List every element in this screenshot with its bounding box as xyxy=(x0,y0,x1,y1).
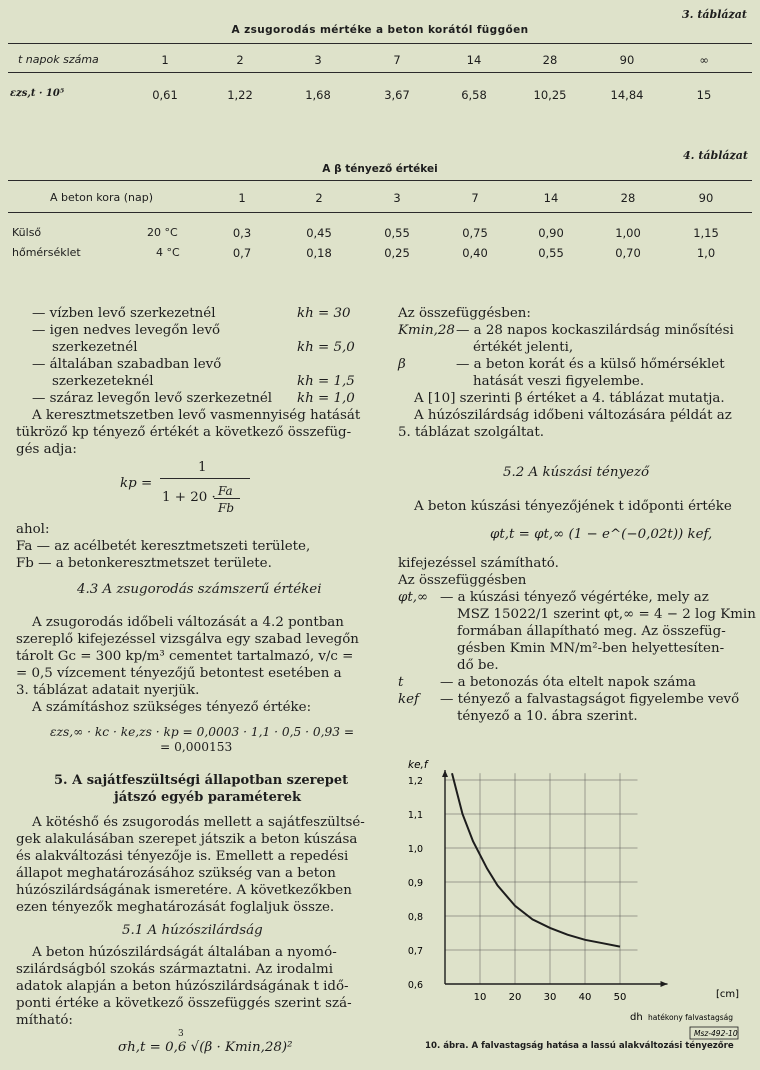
para-kp-1: A keresztmetszetben levő vasmennyiség hatását xyxy=(32,408,361,423)
table4-rule-top xyxy=(8,180,752,181)
table3-value-6: 14,84 xyxy=(610,88,644,102)
para-zs-1: A zsugorodás időbeli változását a 4.2 pontban xyxy=(32,615,344,630)
kef-curve xyxy=(452,773,620,946)
r-creep-intro: A beton kúszási tényezőjének t időponti értéke xyxy=(414,499,732,514)
r-phi-4: gésben Kmin MN/m²-ben helyettesíten- xyxy=(457,641,725,656)
table4-age-2: 3 xyxy=(393,191,401,205)
para-5-5: húzószilárdságának ismeretére. A következőkben xyxy=(16,883,352,898)
table4-age-6: 90 xyxy=(698,191,714,205)
r-kef-1: — tényező a falvastagságot figyelembe vevő xyxy=(440,692,740,707)
r-t-def: — a betonozás óta eltelt napok száma xyxy=(440,675,696,690)
equation-eps-1: εzs,∞ · kc · ke,zs · kp = 0,0003 · 1,1 · 0,5 · 0,93 = xyxy=(50,725,355,739)
kp-inner-bar xyxy=(214,498,240,499)
table3-day-1: 2 xyxy=(236,53,244,67)
para-zs-4: = 0,5 vízcement tényezőjű betontest esetében a xyxy=(16,666,342,681)
table3-day-2: 3 xyxy=(314,53,322,67)
table4-4c-value-6: 1,0 xyxy=(696,246,716,260)
para-kp-3: gés adja: xyxy=(16,442,77,457)
table4-label: 4. táblázat xyxy=(683,149,748,162)
para-5-1-4: ponti értéke a következő összefüggés szerint szá- xyxy=(16,996,352,1011)
y-tick-0: 0,6 xyxy=(407,980,423,991)
y-tick-4: 1,0 xyxy=(407,844,423,855)
table4-age-0: 1 xyxy=(238,191,246,205)
table3-rule-top xyxy=(8,43,752,44)
table3-value-7: 15 xyxy=(696,88,712,102)
k-item-2b: szerkezetnél xyxy=(52,340,138,355)
r-beta-2: hatását veszi figyelembe. xyxy=(473,374,645,389)
y-tick-3: 0,9 xyxy=(407,878,423,889)
chart-ticks xyxy=(408,776,626,1003)
r-kmin-1: — a 28 napos kockaszilárdság minősítési xyxy=(456,323,734,338)
y-axis-arrow xyxy=(442,770,448,777)
equation-phi: φt,t = φt,∞ (1 − e^(−0,02t)) kef, xyxy=(490,527,713,542)
x-tick-0: 10 xyxy=(473,992,487,1003)
table3-title: A zsugorodás mértéke a beton korától függően xyxy=(231,24,529,36)
k-item-2: — igen nedves levegőn levő xyxy=(32,323,221,338)
para-5-6: ezen tényezők meghatározását foglaljuk össze. xyxy=(16,900,335,915)
chart-grid xyxy=(445,773,638,984)
chart-x-unit: [cm] xyxy=(716,989,740,1000)
table3-row2-head: εzs,t · 10⁵ xyxy=(10,88,65,99)
r-sym-kef: kef xyxy=(398,692,419,707)
heading-5-2: 5.2 A kúszási tényező xyxy=(503,465,650,480)
ahol-label: ahol: xyxy=(16,522,50,537)
table4-20c-value-6: 1,15 xyxy=(693,226,719,240)
r-phi-2: MSZ 15022/1 szerint φt,∞ = 4 − 2 log Kmin xyxy=(457,607,756,622)
table3-value-2: 1,68 xyxy=(305,88,331,102)
para-zs-5: 3. táblázat adatait nyerjük. xyxy=(16,683,200,698)
table4-row-label-2: hőmérséklet xyxy=(12,246,81,259)
table4-age-5: 28 xyxy=(620,191,636,205)
r-calc: kifejezéssel számítható. xyxy=(398,556,559,571)
kp-numerator: 1 xyxy=(198,460,207,475)
table3-day-6: 90 xyxy=(619,53,635,67)
table3-day-4: 14 xyxy=(466,53,482,67)
k-item-3b: szerkezeteknél xyxy=(52,374,154,389)
k-item-1: — vízben levő szerkezetnél xyxy=(32,306,216,321)
para-5-1-5: mítható: xyxy=(16,1013,73,1028)
table4-20c-value-2: 0,55 xyxy=(384,226,410,240)
para-zs-6: A számításhoz szükséges tényező értéke: xyxy=(32,700,312,715)
fa-definition: Fa — az acélbetét keresztmetszeti területe, xyxy=(16,539,311,554)
k-value-2: kh = 5,0 xyxy=(297,340,355,355)
r-phi-1: — a kúszási tényező végértéke, mely az xyxy=(440,590,709,605)
x-tick-4: 50 xyxy=(613,992,627,1003)
heading-5-line1: 5. A sajátfeszültségi állapotban szerepet xyxy=(54,773,349,788)
table4-title: A β tényező értékei xyxy=(322,163,438,175)
y-tick-6: 1,2 xyxy=(407,776,423,787)
k-item-4: — száraz levegőn levő szerkezetnél xyxy=(32,391,273,406)
chart-ref-code: Msz-492-10 xyxy=(694,1029,738,1038)
chart-x-label-symbol: dh xyxy=(630,1012,643,1023)
heading-4-3: 4.3 A zsugorodás számszerű értékei xyxy=(77,582,322,597)
para-5-1-3: adatok alapján a beton húzószilárdságának t idő- xyxy=(16,979,349,994)
para-5-2: gek alakulásában szerepet játszik a beton kúszása xyxy=(16,832,358,847)
table4-temp-1: 20 °C xyxy=(147,226,178,239)
k-item-3: — általában szabadban levő xyxy=(32,357,222,372)
table3-value-5: 10,25 xyxy=(533,88,567,102)
table3-rule-mid xyxy=(8,72,752,73)
para-zs-3: tárolt Gc = 300 kp/m³ cementet tartalmazó, v/c = xyxy=(16,649,354,664)
r-beta-1: — a beton korát és a külső hőmérséklet xyxy=(456,357,725,372)
equation-eps-2: = 0,000153 xyxy=(160,740,233,754)
heading-5-line2: játszó egyéb paraméterek xyxy=(114,790,302,805)
r-sym-phi: φt,∞ xyxy=(398,590,429,605)
table4-20c-value-0: 0,3 xyxy=(232,226,252,240)
table4-age-1: 2 xyxy=(315,191,323,205)
table4-age-head: A beton kora (nap) xyxy=(50,191,154,204)
chart-axes xyxy=(442,770,668,987)
x-tick-1: 20 xyxy=(508,992,522,1003)
table4-temp-2: 4 °C xyxy=(156,246,180,259)
para-kp-2: tükröző kp tényező értékét a következő összefüg- xyxy=(16,425,352,440)
table4-20c-value-4: 0,90 xyxy=(538,226,564,240)
table3-label: 3. táblázat xyxy=(682,8,747,21)
table4-20c-value-1: 0,45 xyxy=(306,226,332,240)
para-5-1: A kötéshő és zsugorodás mellett a sajátfeszültsé- xyxy=(32,815,365,830)
chart-y-label: ke,f xyxy=(408,759,428,771)
kp-lhs: kp = xyxy=(120,476,153,491)
table4-age-3: 7 xyxy=(471,191,479,205)
table4-4c-value-4: 0,55 xyxy=(538,246,564,260)
r-sym-kmin: Kmin,28 xyxy=(398,323,455,338)
heading-5-1: 5.1 A húzószilárdság xyxy=(122,923,263,938)
para-zs-2: szereplő kifejezéssel vizsgálva egy szabad levegőn xyxy=(16,632,359,647)
r-intro-2: Az összefüggésben xyxy=(398,573,527,588)
k-value-1: kh = 30 xyxy=(297,306,351,321)
equation-sigma: σh,t = 0,6 √(β · Kmin,28)² xyxy=(118,1040,293,1055)
r-kmin-2: értékét jelenti, xyxy=(473,340,574,355)
figure-10-chart xyxy=(390,750,760,1050)
table4-row-label-1: Külső xyxy=(12,226,42,239)
r-phi-5: dő be. xyxy=(457,658,499,673)
table3-day-3: 7 xyxy=(393,53,401,67)
table3-value-4: 6,58 xyxy=(461,88,487,102)
root-index: 3 xyxy=(178,1029,184,1039)
kp-fa: Fa xyxy=(218,484,233,498)
table3-day-5: 28 xyxy=(542,53,558,67)
table4-age-4: 14 xyxy=(543,191,559,205)
table4-4c-value-2: 0,25 xyxy=(384,246,410,260)
table4-rule-mid xyxy=(8,212,752,213)
y-tick-2: 0,8 xyxy=(407,912,423,923)
r-kef-2: tényező a 10. ábra szerint. xyxy=(457,709,638,724)
r-para-5-1: A húzószilárdság időbeni változására példát az xyxy=(414,408,732,423)
para-5-1-2: szilárdságból szokás származtatni. Az irodalmi xyxy=(16,962,334,977)
table4-20c-value-5: 1,00 xyxy=(615,226,641,240)
table3-day-0: 1 xyxy=(161,53,169,67)
r-para-5-2: 5. táblázat szolgáltat. xyxy=(398,425,545,440)
r-sym-beta: β xyxy=(398,357,406,372)
k-value-3: kh = 1,5 xyxy=(297,374,355,389)
x-tick-3: 40 xyxy=(578,992,592,1003)
table3-day-7: ∞ xyxy=(699,53,709,67)
y-tick-5: 1,1 xyxy=(407,810,423,821)
r-phi-3: formában állapítható meg. Az összefüg- xyxy=(457,624,726,639)
table3-row1-head: t napok száma xyxy=(18,53,99,66)
fb-definition: Fb — a betonkeresztmetszet területe. xyxy=(16,556,272,571)
table4-20c-value-3: 0,75 xyxy=(462,226,488,240)
r-sym-t: t xyxy=(398,675,404,690)
chart-x-label-text: hatékony falvastagság xyxy=(648,1013,733,1022)
figure-10-caption: 10. ábra. A falvastagság hatása a lassú alakváltozási tényezőre xyxy=(425,1041,734,1051)
table4-4c-value-1: 0,18 xyxy=(306,246,332,260)
para-5-1-1: A beton húzószilárdságát általában a nyomó- xyxy=(32,945,337,960)
r-beta-table-ref: A [10] szerinti β értéket a 4. táblázat mutatja. xyxy=(414,391,725,406)
table3-value-3: 3,67 xyxy=(384,88,410,102)
para-5-3: és alakváltozási tényezője is. Emellett a repedési xyxy=(16,849,349,864)
x-tick-2: 30 xyxy=(543,992,557,1003)
x-axis-arrow xyxy=(661,981,668,987)
para-5-4: állapot meghatározásához szükség van a beton xyxy=(16,866,336,881)
kp-fraction-bar xyxy=(160,478,250,479)
kp-denominator: 1 + 20 · xyxy=(162,490,216,505)
table3-value-1: 1,22 xyxy=(227,88,253,102)
k-value-4: kh = 1,0 xyxy=(297,391,355,406)
table4-4c-value-3: 0,40 xyxy=(462,246,488,260)
table4-4c-value-5: 0,70 xyxy=(615,246,641,260)
table4-4c-value-0: 0,7 xyxy=(232,246,252,260)
y-tick-1: 0,7 xyxy=(407,946,423,957)
kp-fb: Fb xyxy=(218,501,235,515)
table3-value-0: 0,61 xyxy=(152,88,178,102)
r-intro: Az összefüggésben: xyxy=(398,306,531,321)
